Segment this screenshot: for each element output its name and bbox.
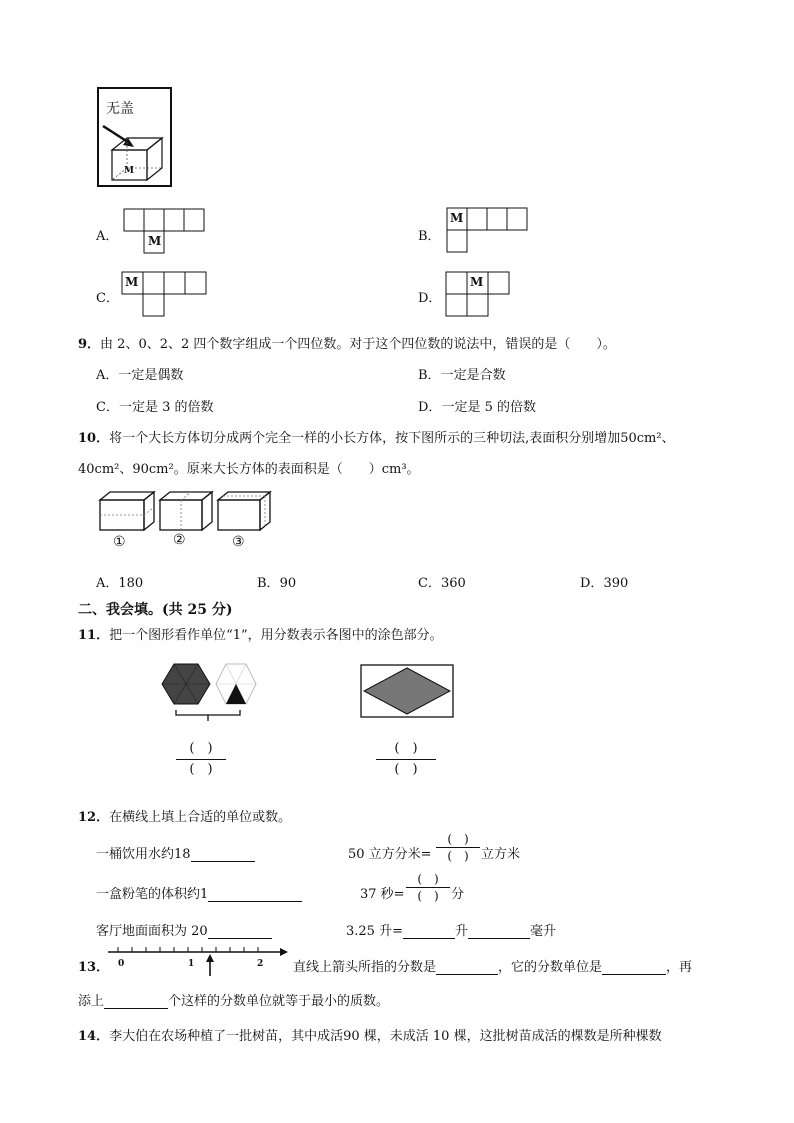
item-text: 客厅地面面积为 20 <box>96 924 208 939</box>
item-text: 一盒粉笔的体积约1 <box>96 887 209 902</box>
q10-option-a[interactable] <box>96 572 143 591</box>
answer-blank[interactable] <box>436 960 498 975</box>
item-text: 一桶饮用水约18 <box>96 847 191 862</box>
q9-option-c[interactable] <box>96 396 214 415</box>
question-text: 李大伯在农场种植了一批树苗，其中成活90 棵，未成活 10 棵，这批树苗成活的棵数是所种棵数 <box>109 1029 662 1044</box>
fill-item <box>96 843 255 862</box>
numerator-blank: ( ) <box>417 872 439 886</box>
numerator-blank: ( ) <box>189 741 213 756</box>
figure-label: ② <box>173 532 186 548</box>
answer-fraction[interactable] <box>376 741 436 778</box>
open-box-caption: 无盖 <box>106 101 134 117</box>
q9-option-a[interactable] <box>96 364 183 383</box>
answer-blank[interactable] <box>403 924 455 939</box>
denominator-blank: ( ) <box>394 762 418 777</box>
net-letter: M <box>148 234 162 248</box>
option-text: 一定是偶数 <box>118 368 184 383</box>
denominator-blank: ( ) <box>189 762 213 777</box>
fill-item <box>348 843 432 862</box>
option-text: 一定是 5 的倍数 <box>441 400 536 415</box>
option-label: A． <box>96 229 119 244</box>
q9-option-d[interactable] <box>418 396 536 415</box>
question-number: 10． <box>78 431 110 446</box>
option-label: A． <box>96 368 119 383</box>
figure-label: ① <box>113 534 126 550</box>
item-suffix: 立方米 <box>481 847 521 862</box>
option-text: 一定是合数 <box>440 368 506 383</box>
option-label: C． <box>96 291 119 306</box>
tick-label: 1 <box>188 959 195 969</box>
question-text: 直线上箭头所指的分数是 <box>293 960 437 975</box>
net-letter: M <box>450 211 464 225</box>
answer-blank[interactable] <box>602 960 666 975</box>
option-text: 90 <box>279 576 297 591</box>
numerator-blank: ( ) <box>447 832 469 846</box>
question-text: 添上 <box>78 994 105 1009</box>
figure-label: ③ <box>232 534 245 550</box>
tick-label: 0 <box>118 959 125 969</box>
denominator-blank: ( ) <box>447 849 469 863</box>
option-label: B． <box>418 368 441 383</box>
fill-item <box>96 883 302 902</box>
denominator-blank: ( ) <box>417 889 439 903</box>
answer-blank[interactable] <box>208 924 272 939</box>
item-text: 37 秒= <box>360 887 405 902</box>
fill-item <box>96 920 272 939</box>
question-number: 13． <box>78 960 110 975</box>
answer-fraction[interactable] <box>176 741 226 778</box>
answer-blank[interactable] <box>468 924 530 939</box>
option-label: D． <box>580 576 604 591</box>
option-text: 360 <box>440 576 466 591</box>
question-text-line1: 将一个大长方体切分成两个完全一样的小长方体，按下图所示的三种切法,表面积分别增加50cm²、 <box>109 431 675 446</box>
option-label: B． <box>418 229 441 244</box>
item-text: 50 立方分米= <box>348 847 432 862</box>
net-letter: M <box>125 275 139 289</box>
q10-option-d[interactable] <box>580 572 628 591</box>
numerator-blank: ( ) <box>394 741 418 756</box>
option-label: C． <box>418 576 441 591</box>
question-text: 在横线上填上合适的单位或数。 <box>109 810 292 825</box>
question-number: 12． <box>78 810 110 825</box>
question-text: 把一个图形看作单位“1”，用分数表示各图中的涂色部分。 <box>109 628 443 643</box>
answer-blank[interactable] <box>191 847 255 862</box>
question-text: 由 2、0、2、2 四个数字组成一个四位数。对于这个四位数的说法中，错误的是（ ）。 <box>100 337 616 352</box>
item-suffix: 分 <box>451 887 465 902</box>
question-text-line2: 40cm²、90cm²。原来大长方体的表面积是（ ）cm³。 <box>78 462 420 477</box>
question-14 <box>78 1025 662 1044</box>
question-text: 个这样的分数单位就等于最小的质数。 <box>168 994 390 1009</box>
net-letter: M <box>470 275 484 289</box>
q10-option-b[interactable] <box>257 572 296 591</box>
section-title: 二、我会填。(共 25 分) <box>78 602 233 618</box>
item-text: 3.25 升= <box>346 924 403 939</box>
answer-fraction[interactable] <box>436 832 480 863</box>
answer-blank[interactable] <box>208 887 302 902</box>
tick-label: 2 <box>257 959 264 969</box>
fill-item <box>346 920 556 939</box>
box-face-letter: M <box>124 166 134 176</box>
option-label: D． <box>418 291 442 306</box>
option-label: D． <box>418 400 442 415</box>
item-text: 毫升 <box>530 924 557 939</box>
option-text: 一定是 3 的倍数 <box>118 400 214 415</box>
question-text: ，它的分数单位是 <box>498 960 603 975</box>
option-label: B． <box>257 576 280 591</box>
question-number: 9． <box>78 337 101 352</box>
q10-option-c[interactable] <box>418 572 466 591</box>
option-text: 390 <box>603 576 629 591</box>
q9-option-b[interactable] <box>418 364 506 383</box>
answer-fraction[interactable] <box>406 872 450 903</box>
question-number: 14． <box>78 1029 110 1044</box>
option-label: C． <box>96 400 119 415</box>
question-text: ，再 <box>666 960 693 975</box>
answer-blank[interactable] <box>104 994 168 1009</box>
item-text: 升 <box>454 924 468 939</box>
fill-item <box>360 883 405 902</box>
option-label: A． <box>96 576 119 591</box>
option-text: 180 <box>118 576 144 591</box>
question-number: 11． <box>78 628 110 643</box>
